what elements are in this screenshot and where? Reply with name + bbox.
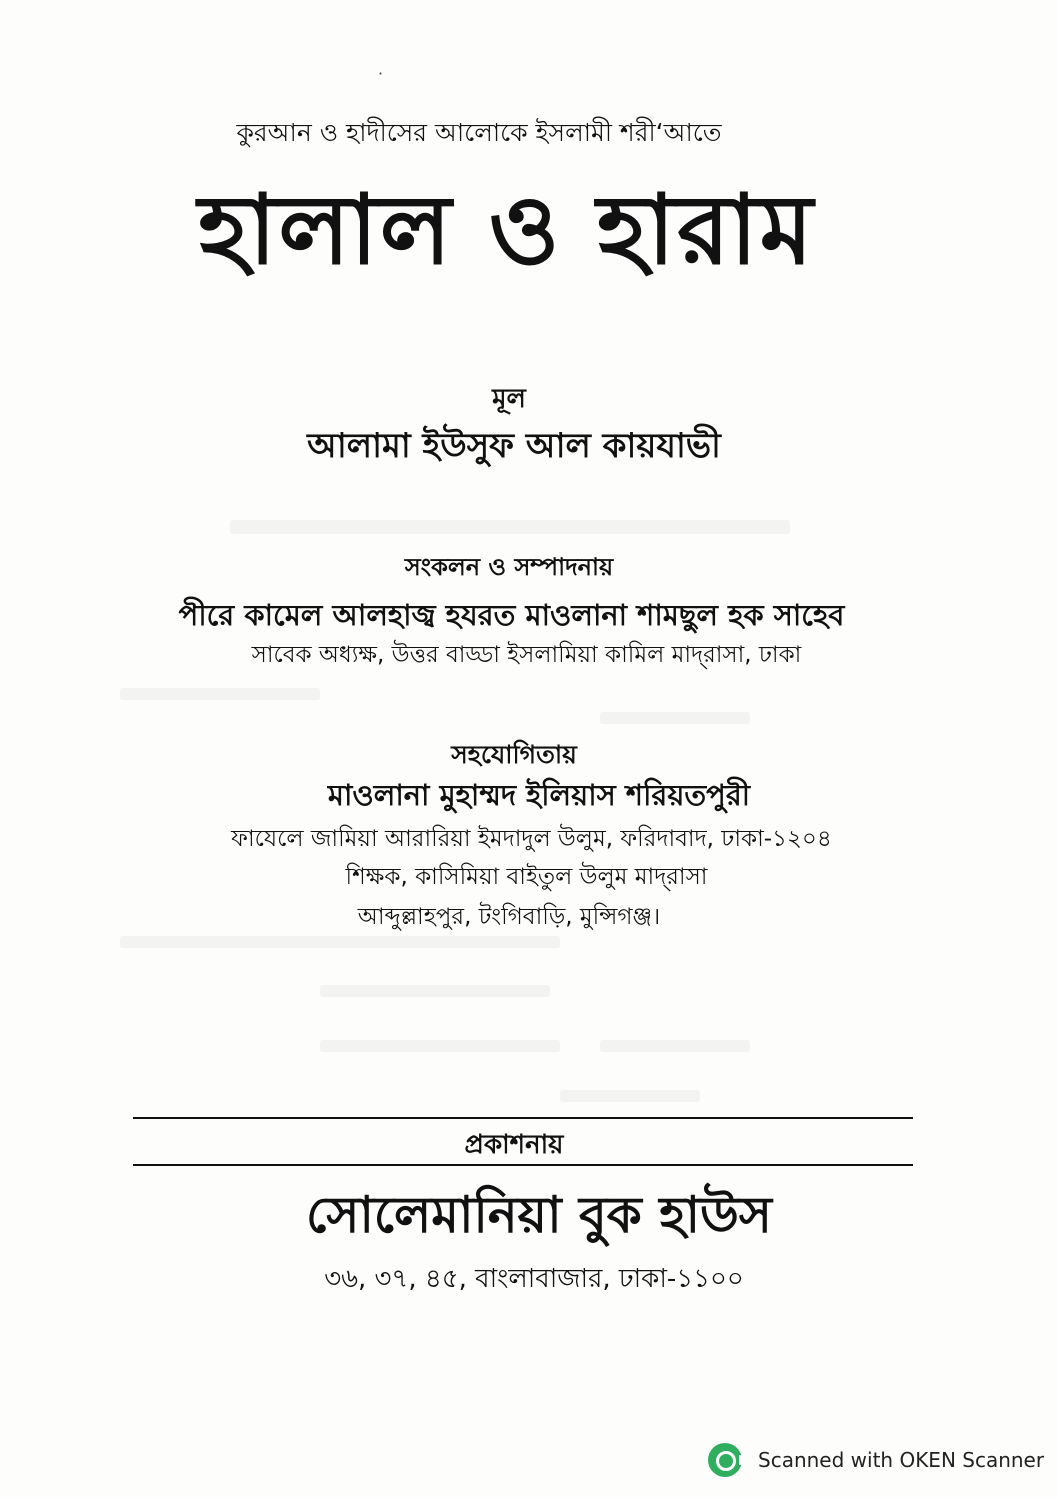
bleed-through-mark (320, 1040, 560, 1052)
author-name: আলামা ইউসুফ আল কায়যাভী (307, 426, 721, 466)
scanner-watermark-text: Scanned with OKEN Scanner (758, 1448, 1045, 1472)
scanner-watermark (708, 1440, 1044, 1480)
editor-position: সাবেক অধ্যক্ষ, উত্তর বাড্ডা ইসলামিয়া কামিল মাদ্‌রাসা, ঢাকা (251, 642, 802, 668)
cooperator-detail-line: ফাযেলে জামিয়া আরারিয়া ইমদাদুল উলুম, ফরিদাবাদ, ঢাকা-১২০৪ (231, 826, 832, 852)
book-subtitle: কুরআন ও হাদীসের আলোকে ইসলামী শরী‘আতে (236, 118, 722, 147)
divider-rule (133, 1164, 913, 1166)
bleed-through-mark (600, 1040, 750, 1052)
divider-rule (133, 1117, 913, 1119)
bleed-through-mark (230, 520, 790, 534)
bleed-through-mark (600, 712, 750, 724)
bleed-through-mark (120, 688, 320, 700)
bleed-through-mark (320, 985, 550, 997)
bleed-through-mark (560, 1090, 700, 1102)
cooperation-label: সহযোগিতায় (451, 740, 577, 769)
editor-name: পীরে কামেল আলহাজ্ব হযরত মাওলানা শামছুল হক সাহেব (178, 598, 845, 632)
book-title: হালাল ও হারাম (198, 174, 815, 286)
original-author-label: মূল (492, 384, 526, 414)
publication-label: প্রকাশনায় (464, 1130, 564, 1160)
cooperator-name: মাওলানা মুহাম্মদ ইলিয়াস শরিয়তপুরী (327, 778, 751, 812)
publisher-address: ৩৬, ৩৭, ৪৫, বাংলাবাজার, ঢাকা-১১০০ (324, 1264, 744, 1294)
cooperator-detail-line: শিক্ষক, কাসিমিয়া বাইতুল উলুম মাদ্‌রাসা (345, 864, 708, 890)
compilation-editing-label: সংকলন ও সম্পাদনায় (404, 553, 614, 581)
bleed-through-mark (120, 936, 560, 948)
oken-scanner-logo-icon (708, 1443, 742, 1477)
publisher-name: সোলেমানিয়া বুক হাউস (306, 1186, 772, 1244)
scan-speck: · (378, 64, 384, 83)
cooperator-detail-line: আব্দুল্লাহপুর, টংগিবাড়ি, মুন্সিগঞ্জ। (357, 904, 661, 930)
